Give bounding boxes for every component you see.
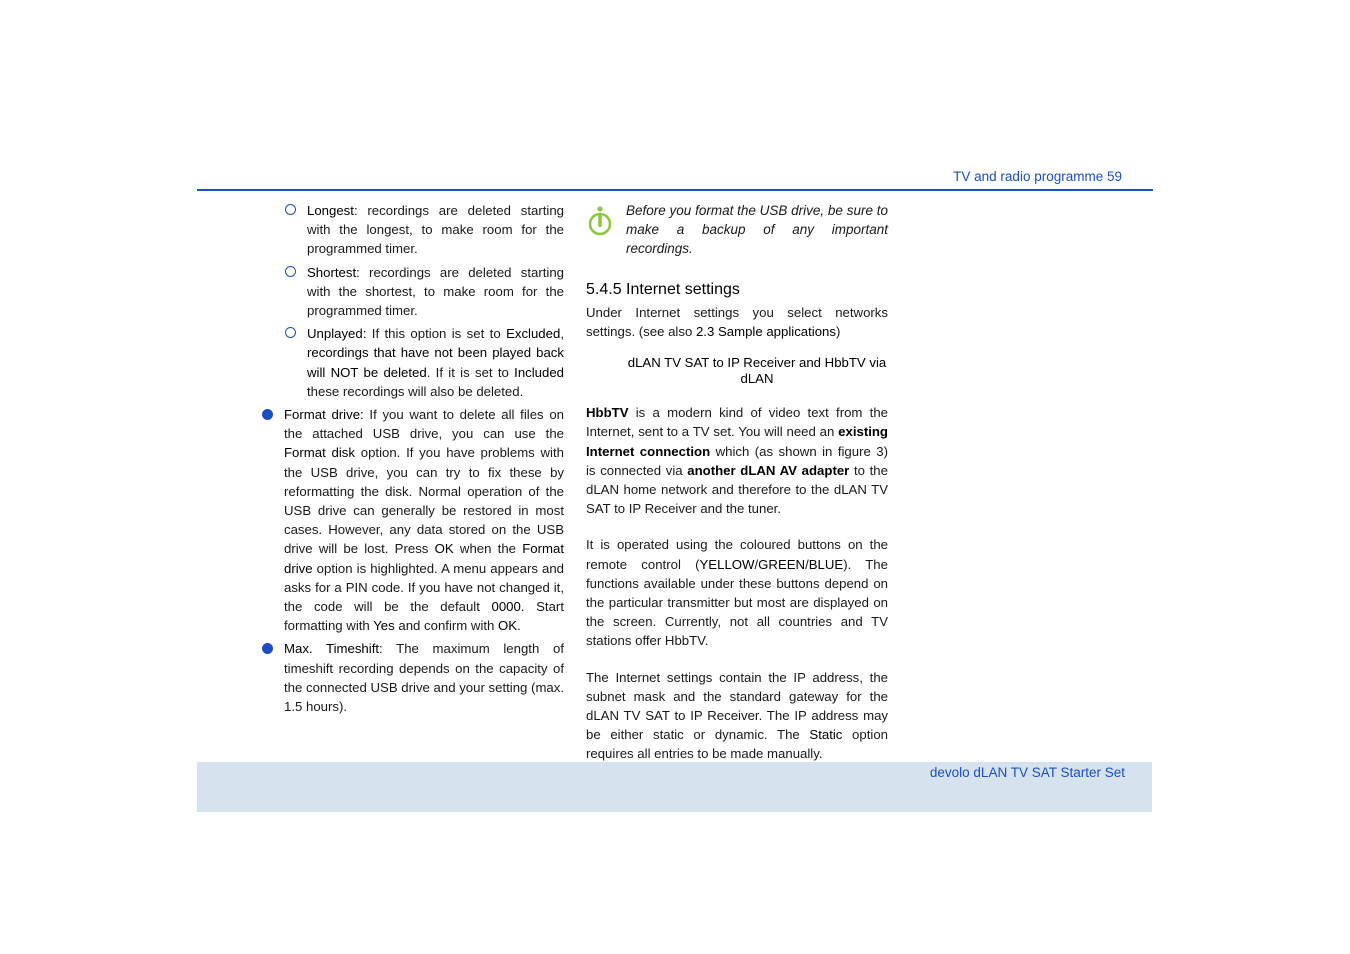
- key-name: OK: [434, 541, 454, 557]
- text: these recordings will also be deleted.: [307, 383, 524, 399]
- option-name: Yes: [373, 618, 395, 634]
- emphasis: existing Internet connection: [586, 424, 888, 459]
- text: is a modern kind of video text from the Internet, sent to a TV set. You will need an: [586, 405, 888, 440]
- button-name-yellow: YELLOW: [699, 556, 755, 572]
- separator: /: [805, 556, 809, 572]
- list-item: [262, 324, 564, 401]
- emphasis: recordings that have not been played back will NOT be deleted: [307, 345, 564, 380]
- text: which (as shown in figure 3) is connected via: [586, 443, 889, 478]
- key-name: OK: [498, 618, 518, 634]
- text: option. If you have problems with the USB drive, you can try to fix these by reformatting the disk. Normal operation of the USB drive can generally be restored in most cases. However, any data stored on the USB drive will be lost. Press: [284, 445, 564, 557]
- text: : recordings are deleted starting with the shortest, to make room for the programmed timer.: [307, 264, 564, 319]
- text: .: [517, 618, 521, 634]
- cross-reference-link[interactable]: 2.3 Sample applications: [695, 324, 836, 340]
- footer-product-name: devolo dLAN TV SAT Starter Set: [929, 765, 1125, 780]
- term: Longest: [307, 203, 354, 218]
- text: . If it is set to: [426, 364, 515, 380]
- term: Max. Timeshift: [284, 641, 380, 657]
- term: HbbTV: [586, 405, 629, 421]
- note-box: [586, 201, 888, 259]
- list-item: [262, 263, 564, 321]
- text: ,: [560, 326, 564, 342]
- button-name-blue: BLUE: [808, 556, 844, 572]
- info-note-icon: [586, 205, 614, 237]
- text: : recordings are deleted starting with the longest, to make room for the programmed timer.: [307, 203, 564, 257]
- option-name: Format disk: [284, 445, 355, 461]
- note-text: Before you format the USB drive, be sure to make a backup of any important recordings.: [626, 203, 888, 257]
- section-intro: [586, 303, 888, 341]
- separator: /: [754, 556, 759, 572]
- text: It is operated using the coloured buttons on the remote control (: [586, 537, 888, 572]
- header-rule: [197, 189, 1153, 191]
- pin-code: 0000: [491, 599, 521, 615]
- option-name: Format drive: [284, 541, 565, 576]
- filled-bullet-icon: [262, 409, 273, 420]
- right-column: [586, 201, 888, 781]
- option-name: Excluded: [506, 326, 561, 342]
- list-item: [262, 201, 564, 259]
- text: The Internet settings contain the IP address, the subnet mask and the standard gateway for the dLAN TV SAT to IP Receiver. The IP address may be either static or dynamic. The: [586, 669, 888, 743]
- term: Shortest: [307, 264, 357, 280]
- text: ). The functions available under these buttons depend on the particular transmitter but most are displayed on the screen. Currently, not all countries and TV stations offer HbbTV.: [586, 556, 888, 649]
- text: . Start formatting with: [284, 599, 564, 634]
- text: If you want to delete all files on the attached USB drive, you can use the: [284, 407, 564, 442]
- paragraph-hbbtv: [586, 403, 888, 518]
- term: Unplayed:: [307, 326, 367, 342]
- left-column: [262, 201, 564, 720]
- paragraph-remote: [586, 535, 888, 650]
- term: Format drive:: [284, 407, 364, 423]
- list-item: [262, 405, 564, 635]
- circle-bullet-icon: [285, 204, 296, 215]
- text: when the: [453, 541, 523, 557]
- text: to the dLAN home network and therefore to the dLAN TV SAT to IP Receiver and the tuner.: [586, 462, 888, 517]
- figure-caption: dLAN TV SAT to IP Receiver and HbbTV via dLAN: [627, 355, 887, 387]
- section-title: 5.4.5 Internet settings: [586, 280, 740, 298]
- text: option requires all entries to be made manually.: [586, 727, 888, 762]
- circle-bullet-icon: [285, 327, 296, 338]
- text: and confirm with: [394, 618, 499, 634]
- option-name: Static: [809, 727, 843, 743]
- emphasis: another dLAN AV adapter: [687, 462, 850, 478]
- text: option is highlighted. A menu appears and asks for a PIN code. If you have not changed it, the code will be the default: [284, 560, 564, 615]
- text: Under Internet settings you select networks settings. (see also: [586, 304, 888, 340]
- list-item: [262, 639, 564, 716]
- page-header-title: TV and radio programme 59: [953, 169, 1122, 184]
- text: : The maximum length of timeshift recording depends on the capacity of the connected USB drive and your setting (max. 1.5 hours).: [284, 641, 565, 715]
- paragraph-internet-settings: [586, 668, 888, 764]
- text: ): [835, 324, 841, 340]
- option-name: Included: [514, 364, 565, 380]
- circle-bullet-icon: [285, 266, 296, 277]
- filled-bullet-icon: [262, 643, 273, 654]
- text: If this option is set to: [366, 326, 507, 342]
- button-name-green: GREEN: [758, 556, 806, 572]
